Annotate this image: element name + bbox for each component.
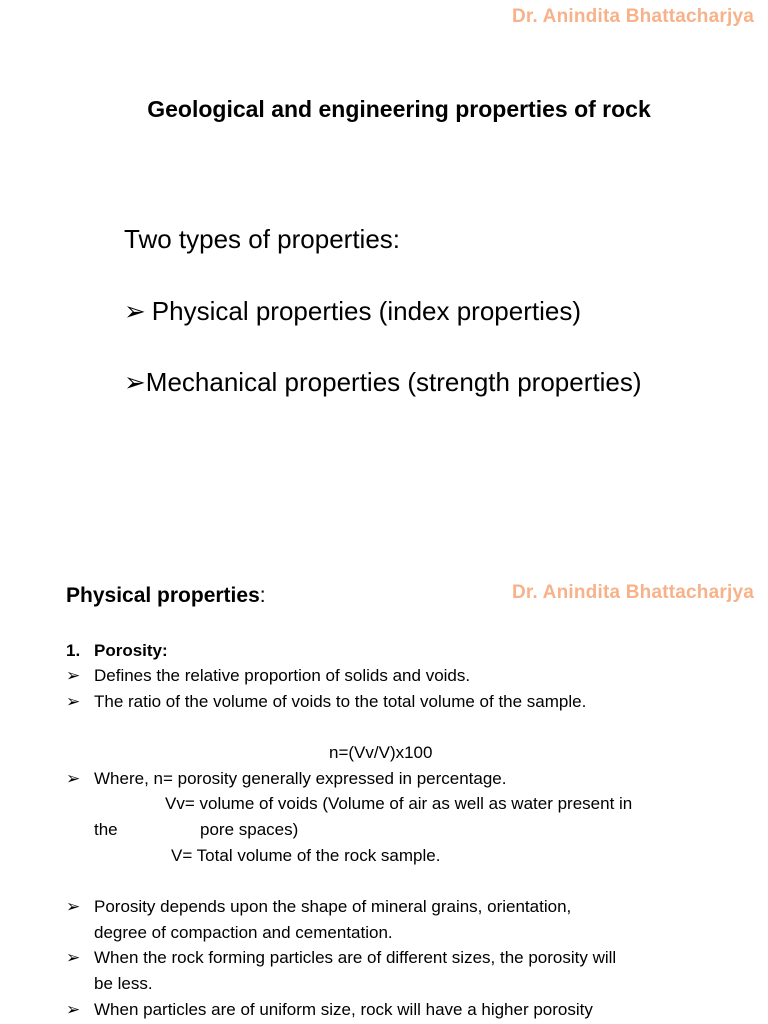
bullet-text: Mechanical properties (strength properties) (145, 367, 642, 397)
bullet-item: ➢ When the rock forming particles are of different sizes, the porosity will (66, 948, 617, 967)
bullet-item: ➢ Defines the relative proportion of solids and voids. (66, 666, 471, 685)
bullet-item: ➢ Porosity depends upon the shape of mineral grains, orientation, (66, 897, 572, 916)
author-watermark: Dr. Anindita Bhattacharjya (511, 582, 754, 603)
arrow-bullet-icon: ➢ (66, 769, 81, 788)
definition-v: V= Total volume of the rock sample. (171, 846, 441, 865)
arrow-bullet-icon: ➢ (66, 948, 81, 967)
item-title: Porosity: (94, 641, 168, 660)
bullet-item: ➢ The ratio of the volume of voids to the total volume of the sample. (66, 692, 587, 711)
arrow-bullet-icon: ➢ (124, 296, 146, 326)
bullet-text: Physical properties (index properties) (151, 296, 581, 326)
section-heading: Physical properties: (66, 584, 266, 607)
bullet-item: ➢ Where, n= porosity generally expressed in percentage. (66, 769, 507, 788)
arrow-bullet-icon: ➢ (66, 897, 81, 916)
arrow-bullet-icon: ➢ (66, 666, 81, 685)
bullet-item: ➢ When particles are of uniform size, rock will have a higher porosity (66, 1000, 593, 1019)
author-watermark: Dr. Anindita Bhattacharjya (511, 6, 754, 27)
arrow-bullet-icon: ➢ (66, 692, 81, 711)
intro-text: Two types of properties: (124, 224, 401, 254)
bullet-mechanical (124, 367, 641, 398)
numbered-item-porosity (66, 641, 168, 661)
slide-2 (0, 560, 768, 1024)
porosity-formula: n=(Vv/V)x100 (329, 743, 433, 762)
bullet-continuation: be less. (94, 974, 153, 993)
bullet-physical (124, 296, 581, 327)
bullet-continuation: degree of compaction and cementation. (94, 923, 393, 942)
arrow-bullet-icon: ➢ (66, 1000, 81, 1019)
definition-vv-cont: pore spaces) (200, 820, 299, 839)
arrow-bullet-icon: ➢ (124, 367, 146, 397)
definition-vv: Vv= volume of voids (Volume of air as well as water present in (165, 794, 633, 813)
item-number: 1. (66, 641, 81, 660)
wrap-word: the (94, 820, 118, 839)
slide-title: Geological and engineering properties of rock (147, 96, 651, 122)
